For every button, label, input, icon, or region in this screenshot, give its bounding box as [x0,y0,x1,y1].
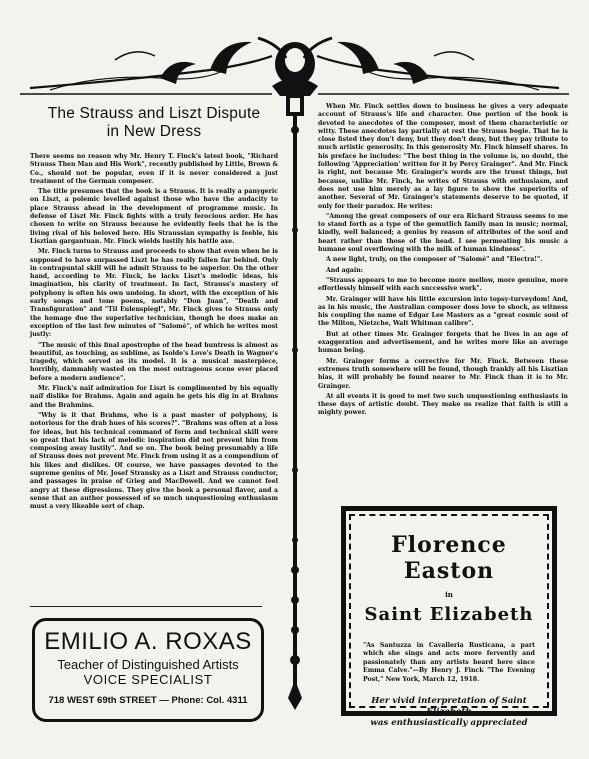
article-paragraph: Mr. Grainger will have his little excursion into topsy-turveydom! And, as in his music, the Australian composer does love to shock, as witness his coupling the name of Edgar Lee Masters as a "great cosmic soul of the Milton, Nietzche, Walt Whitman calibre". [318,295,568,328]
ad-easton-name: Florence Easton [391,532,507,584]
ad-easton-quote: "As Santuzza in Cavalleria Rusticana, a part which she sings and acts more fervently and passionately than any artists heard here since Emma Calve."—By Henry J. Finck "The Evening Post," New York, March 12, 1918. [363,642,535,683]
article-right-column [318,103,568,420]
article-paragraph: Mr. Finck's naïf admiration for Liszt is complimented by his equally naïf dislike for Brahms. Again and again he gets his dig in at Brahms and the Brahmins. [30,385,278,409]
headline-line-1: The Strauss and Liszt Dispute [47,105,261,122]
article-paragraph: "Why is it that Brahms, who is a past master of polyphony, is notorious for the drab hues of his scores?". "Brahms was often at a loss for ideas, but his technical command of form and technical skill were so great that his lack of melodic inspiration did not prevent him from composing away lustily". And so on. The book being presumably a life of Strauss does not prevent Mr. Finck from using it as a compendium of his likes and dislikes. Of course, we have passages devoted to the supreme genius of Mr. Josef Stransky as a Liszt and Strauss conductor, and passages in praise of Grieg and MacDowell. And we cannot feel angry at these digressions. They give the book a personal flavor, and a sense that an author possessed of so much unquestioning enthusiasm must a very likeable sort of chap. [30,411,278,511]
article-paragraph: And again: [326,266,363,274]
ad-roxas-name: EMILIO A. ROXAS [44,628,252,655]
article-paragraph: "The music of this final apostrophe of the head huntress is almost as beautiful, as touching, as sublime, as Isolde's Love's Death in Wagner's tragedy, which served as its model. It is a musical masterpiece, horribly, dammably wasted on the most outrageous scene ever placed before a modern audience". [30,341,278,382]
article-paragraph: At all events it is good to met two such unquestioning enthusiasts in these days of artistic doubt. They make us realize that faith is still a mighty power. [318,392,568,417]
ad-easton-role: Saint Elizabeth [364,604,534,625]
ad-roxas-voice: VOICE SPECIALIST [83,672,213,687]
headline-line-2: in New Dress [106,123,202,140]
ad-easton-border [349,514,549,729]
article-paragraph: There seems no reason why Mr. Henry T. Finck's latest book, "Richard Strauss Then Man and His Work", recently published by Little, Brown & Co., should not be popular, even if it is never considered a just treatment of the German composer. [30,153,278,185]
article-headline [30,105,278,141]
article-paragraph: But at other times Mr. Grainger forgets that he lives in an age of exaggeration and advertisement, and he writes more like an average human being. [318,330,568,355]
article-paragraph: A new light, truly, on the composer of "Salomè" and "Electra!". [326,256,543,264]
ad-roxas-address: 718 WEST 69th STREET — Phone: Col. 4311 [48,695,248,706]
roxas-advertisement [32,618,264,722]
article-paragraph: The title presumes that the book is a Strauss. It is really a panygeric on Liszt, a polemic levelled against those who have the audacity to place Strauss ahead in the development of programme music. In defense of Liszt Mr. Finck fights with a truly ferocious ardor. He has chosen to write on Strauss because he evidently feels that he is the living rival of his beloved hero. His Straussian sympathy is feeble, his Lisztian gargantuan. Mr. Finck wields lustily his battle axe. [30,188,278,245]
article-paragraph: "Among the great composers of our era Richard Strauss seems to me to stand forth as a type of the gemutlich family man in music; normal, kindly, well balanced; a genius by reason of attributes of the soul and heart rather than those of the head. I see permeating his music a humane soul overflowing with the milk of human kindness". [318,212,568,254]
ad-easton-tagline-2: was enthusiastically appreciated [370,718,528,729]
ad-easton-tagline [351,696,547,729]
article-paragraph: Mr. Finck turns to Strauss and proceeds to show that even when he is supposed to have surpassed Liszt he has really fallen far behind. Only in contrapuntal skill will he admit Strauss to be superior. On the other hand, according to Mr. Finck, he lacks Liszt's melodic ideas, his imagination, his clarity of treatment. In fact, Strauss's mastery of polyphony is often his own undoing. In short, with the exception of his early songs and tone poems, notably "Don Juan", "Death and Transfiguration" and "Til Eulenspiegl", Mr. Finck gives to Strauss only the homage due the superlative technician, though he does make an exception of the last few minutes of "Salomè", of which he writes most justly: [30,248,278,339]
ad-easton-tagline-1: Her vivid interpretation of Saint Elizabeth [371,696,527,718]
article-paragraph: "Strauss appears to me to become more mellow, more genuine, more effortlessly himself with each successive work". [318,276,568,293]
article-left-column [30,103,278,513]
vertical-ornamental-divider [282,90,308,710]
easton-advertisement [341,506,557,729]
article-paragraph: Mr. Grainger forms a corrective for Mr. Finck. Between these extremes truth somewhere will be found, though frankly all his Lisztian bias, it will probably be found nearer to Mr. Finck than it is to Mr. Grainger. [318,357,568,390]
ad-roxas-teacher: Teacher of Distinguished Artists [57,657,239,672]
article-paragraph: When Mr. Finck settles down to business he gives a very adequate account of Strauss's life and character. One portion of the book is devoted to anecdotes of the composer, most of them characteristic or witty. These anecdotes lay partially at rest the Strauss bogie. That he is close fisted they don't deny, but they don't deny, but they pay tribute to much artistic generosity. In this generosity Mr. Finck himself shares. In his preface he includes: "The best thing in the volume is, no doubt, the following 'Appreciation' written for it by Percy Grainger". And Mr. Finck is right, not because Mr. Grainger's words are the truest things, but because, unlike Mr. Finck, he writes of Strauss with enthusiasm, and does not use him merely as a lay figure to show the superiorits of another. Several of Mr. Grainger's statements deserve to be quoted, if only for their paradox. He writes: [318,103,568,210]
column-rule [30,606,262,607]
ad-easton-in: in [445,590,453,599]
